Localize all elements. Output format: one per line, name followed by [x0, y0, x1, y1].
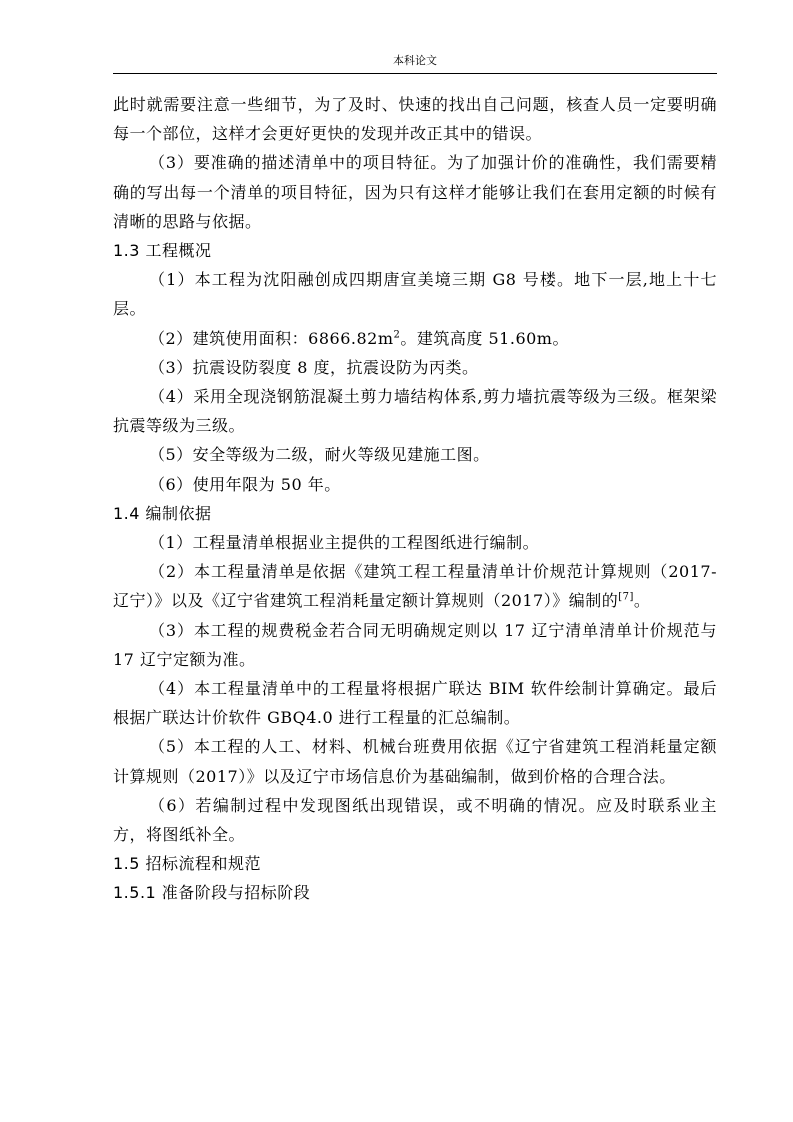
paragraph — [113, 265, 717, 323]
paragraph-text: （3）要准确的描述清单中的项目特征。为了加强计价的准确性，我们需要精确的写出每一个清单的项目特征，因为只有这样才能够让我们在套用定额的时候有清晰的思路与依据。 — [113, 153, 717, 231]
paragraph-text: （6）使用年限为 50 年。 — [149, 474, 341, 494]
section-heading: 1.5.1 准备阶段与招标阶段 — [113, 883, 311, 903]
section-heading: 1.5 招标流程和规范 — [113, 854, 262, 874]
paragraph-text: （3）抗震设防裂度 8 度，抗震设防为丙类。 — [149, 357, 479, 377]
section-heading: 1.4 编制依据 — [113, 503, 212, 523]
paragraph — [113, 791, 717, 849]
header-rule — [113, 73, 717, 74]
paragraph-text: （1）工程量清单根据业主提供的工程图纸进行编制。 — [149, 533, 540, 553]
paragraph-text: （4）采用全现浇钢筋混凝土剪力墙结构体系,剪力墙抗震等级为三级。框架梁抗震等级为三级。 — [113, 387, 717, 436]
page-header: 本科论文 — [393, 54, 437, 67]
superscript: 2 — [393, 329, 401, 341]
paragraph — [113, 148, 717, 236]
paragraph-text: （3）本工程的规费税金若合同无明确规定则以 17 辽宁清单清单计价规范与 17 辽宁定额为准。 — [113, 620, 717, 669]
paragraph-text: （1）本工程为沈阳融创成四期唐宣美境三期 G8 号楼。地下一层,地上十七层。 — [113, 270, 717, 319]
paragraph — [113, 528, 717, 557]
paragraph — [113, 732, 717, 790]
paragraph — [113, 470, 717, 499]
paragraph-text: （4）本工程量清单中的工程量将根据广联达 BIM 软件绘制计算确定。最后根据广联达计价软件 GBQ4.0 进行工程量的汇总编制。 — [113, 679, 717, 728]
paragraph — [113, 353, 717, 382]
paragraph-text: （2）本工程量清单是依据《建筑工程工程量清单计价规范计算规则（2017-辽宁）》以及《辽宁省建筑工程消耗量定额计算规则（2017）》编制的 — [113, 562, 717, 611]
paragraph — [113, 440, 717, 469]
section-heading: 1.3 工程概况 — [113, 241, 212, 261]
paragraph — [113, 616, 717, 674]
paragraph-text-tail: 。 — [633, 591, 651, 611]
paragraph — [113, 557, 717, 615]
paragraph — [113, 382, 717, 440]
paragraph — [113, 324, 717, 353]
paragraph-text: 此时就需要注意一些细节，为了及时、快速的找出自己问题，核查人员一定要明确每一个部位，这样才会更好更快的发现并改正其中的错误。 — [113, 95, 717, 144]
paragraph-text: （5）安全等级为二级，耐火等级见建施工图。 — [149, 445, 490, 465]
document-body — [113, 90, 717, 908]
paragraph-text-tail: 。建筑高度 51.60m。 — [400, 328, 569, 348]
paragraph — [113, 674, 717, 732]
paragraph-text: （2）建筑使用面积：6866.82m — [149, 328, 394, 348]
paragraph-text: （5）本工程的人工、材料、机械台班费用依据《辽宁省建筑工程消耗量定额计算规则（2017）》以及辽宁市场信息价为基础编制，做到价格的合理合法。 — [113, 737, 717, 786]
paragraph — [113, 90, 717, 148]
superscript: [7] — [618, 592, 634, 604]
paragraph-text: （6）若编制过程中发现图纸出现错误，或不明确的情况。应及时联系业主方，将图纸补全。 — [113, 795, 717, 845]
